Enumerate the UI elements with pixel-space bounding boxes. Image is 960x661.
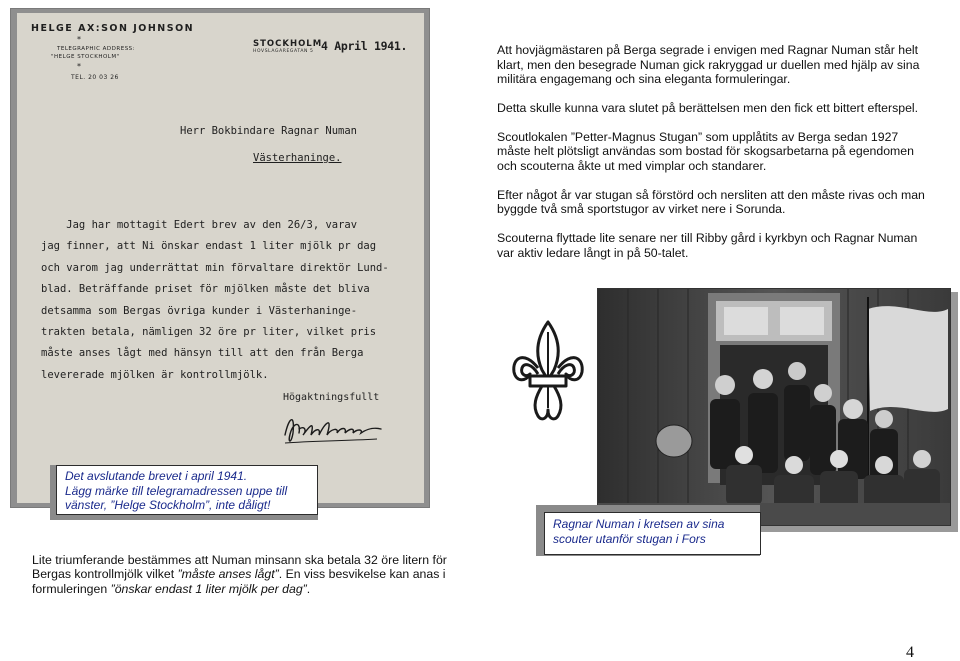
letter-recipient-town: [253, 152, 342, 164]
letterhead-star: *: [77, 35, 81, 44]
letter-scan: [17, 13, 424, 503]
paragraph: Efter något år var stugan så förstörd och nersliten att den måste rivas och man byggde två små sportstugor av virket nere i Sorunda.: [497, 187, 925, 217]
photo-caption-line: scouter utanför stugan i Fors: [553, 531, 706, 546]
letter-body-line: levererade mjölken är kontrollmjölk.: [41, 368, 269, 381]
letter-recipient: Herr Bokbindare Ragnar Numan: [180, 125, 358, 137]
bottom-text-quote: ”måste anses lågt”: [177, 567, 279, 582]
letterhead-right: [253, 39, 322, 54]
letterhead-street: HOVSLAGAREGATAN 5: [253, 49, 314, 54]
letterhead-city: STOCKHOLM: [253, 39, 323, 49]
letterhead-name: HELGE AX:SON JOHNSON: [31, 23, 195, 34]
page-number: 4: [906, 644, 914, 661]
letter-body-line: blad. Beträffande priset för mjölken måste det bliva: [41, 283, 370, 296]
bottom-text-part: .: [306, 581, 311, 596]
letter-recipient-town-text: Västerhaninge.: [253, 152, 342, 164]
photo-caption-line: Ragnar Numan i kretsen av sina: [553, 517, 725, 531]
bottom-text-part: . En viss besvikelse kan anas i formuleringen: [32, 567, 446, 596]
bottom-paragraph: [32, 553, 452, 596]
right-text-column: [497, 43, 927, 274]
letter-body: [41, 215, 389, 386]
telegraphic-label: TELEGRAPHIC ADDRESS:: [57, 46, 136, 52]
signature-image: [281, 405, 391, 450]
paragraph: Scoutlokalen ”Petter-Magnus Stugan” som upplåtits av Berga sedan 1927 måste helt plötsligt användas som bostad för skogsarbetarna på egendomen och scouterna åkte ut med vimplar och standarer.: [497, 129, 914, 173]
letterhead-star-2: *: [77, 62, 81, 71]
telegraphic-address: "HELGE STOCKHOLM": [51, 54, 120, 60]
bottom-text-quote: ”önskar endast 1 liter mjölk per dag”: [110, 581, 307, 596]
letter-body-line: och varom jag underrättat min förvaltare direktör Lund-: [41, 261, 389, 274]
letter-body-line: måste anses lågt med hänsyn till att den från Berga: [41, 347, 364, 360]
photo-caption: [544, 512, 761, 555]
letterhead-tel: TEL. 20 03 26: [71, 74, 119, 81]
scout-emblem-icon: [508, 318, 588, 426]
letter-image-frame: [10, 8, 430, 508]
letter-caption: [56, 465, 318, 515]
letter-caption-line: Lägg märke till telegramadressen uppe till: [65, 483, 288, 498]
paragraph: Scouterna flyttade lite senare ner till Ribby gård i kyrkbyn och Ragnar Numan var aktiv ledare långt in på 50-talet.: [497, 231, 918, 260]
letter-date: 4 April 1941.: [321, 39, 408, 53]
letter-caption-line: Det avslutande brevet i april 1941.: [65, 469, 248, 483]
letter-body-line: Jag har mottagit Edert brev av den 26/3, varav: [41, 219, 358, 231]
letter-closing: Högaktningsfullt: [283, 392, 380, 403]
letterhead-left: [31, 23, 194, 81]
scout-group-photo: [597, 288, 951, 526]
paragraph: Att hovjägmästaren på Berga segrade i envigen med Ragnar Numan står helt klart, men den besegrade Numan gick rakryggad ur duellen med hjälp av sina militära engagemang och sina eleganta formuleringar.: [497, 43, 920, 87]
photo-illustration: [598, 289, 951, 526]
paragraph: Detta skulle kunna vara slutet på berättelsen men den fick ett bittert efterspel.: [497, 100, 919, 115]
letter-body-line: jag finner, att Ni önskar endast 1 liter mjölk pr dag: [41, 240, 377, 253]
bottom-text-part: Lite triumferande bestämmes att Numan minsann ska betala 32 öre litern för Bergas kontrollmjölk vilket: [32, 553, 447, 582]
letter-caption-line: vänster, ”Helge Stockholm”, inte dåligt!: [65, 498, 271, 512]
letter-body-line: detsamma som Bergas övriga kunder i Västerhaninge-: [41, 304, 358, 317]
letter-body-line: trakten betala, nämligen 32 öre pr liter, vilket pris: [41, 326, 377, 339]
